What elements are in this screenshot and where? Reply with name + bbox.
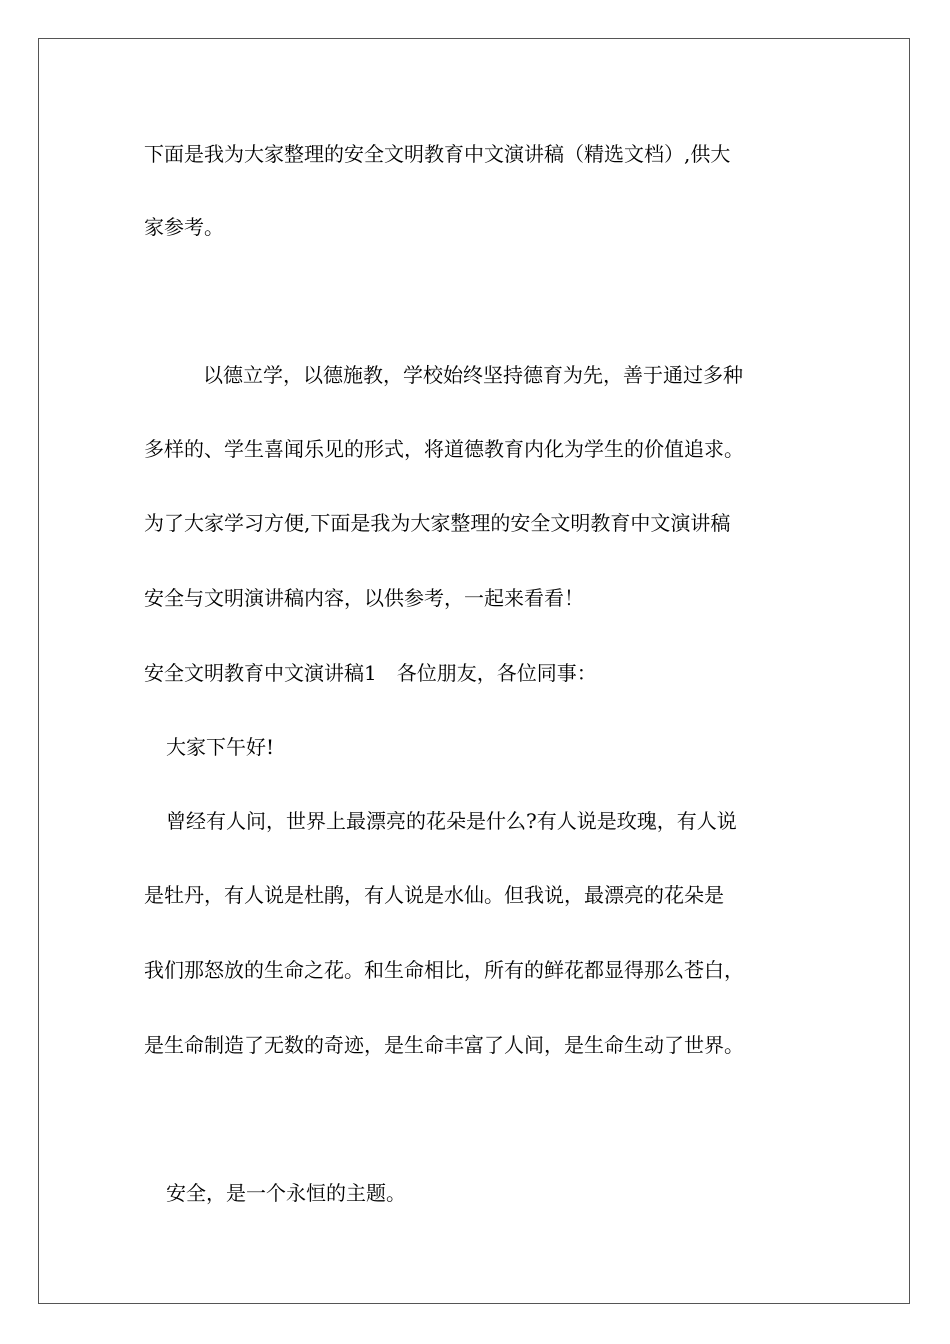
paragraph-1-line-1: 以德立学，以德施教，学校始终坚持德育为先，善于通过多种 — [203, 363, 743, 387]
paragraph-1-line-3: 为了大家学习方便,下面是我为大家整理的安全文明教育中文演讲稿 — [144, 511, 731, 535]
paragraph-2-line-3: 我们那怒放的生命之花。和生命相比，所有的鲜花都显得那么苍白， — [144, 958, 744, 982]
paragraph-1-line-4: 安全与文明演讲稿内容，以供参考，一起来看看！ — [144, 586, 584, 610]
greeting-line: 大家下午好! — [166, 735, 275, 759]
paragraph-1-line-2: 多样的、学生喜闻乐见的形式，将道德教育内化为学生的价值追求。 — [144, 437, 744, 461]
paragraph-3-line-1: 安全，是一个永恒的主题。 — [166, 1181, 406, 1205]
speech-title-line: 安全文明教育中文演讲稿1 各位朋友，各位同事： — [144, 661, 597, 685]
paragraph-2-line-4: 是生命制造了无数的奇迹，是生命丰富了人间，是生命生动了世界。 — [144, 1033, 744, 1057]
intro-line-1: 下面是我为大家整理的安全文明教育中文演讲稿（精选文档）,供大 — [144, 142, 731, 166]
paragraph-2-line-2: 是牡丹，有人说是杜鹃，有人说是水仙。但我说，最漂亮的花朵是 — [144, 883, 724, 907]
intro-line-2: 家参考。 — [144, 215, 224, 239]
paragraph-2-line-1: 曾经有人问，世界上最漂亮的花朵是什么?有人说是玫瑰，有人说 — [166, 809, 737, 833]
